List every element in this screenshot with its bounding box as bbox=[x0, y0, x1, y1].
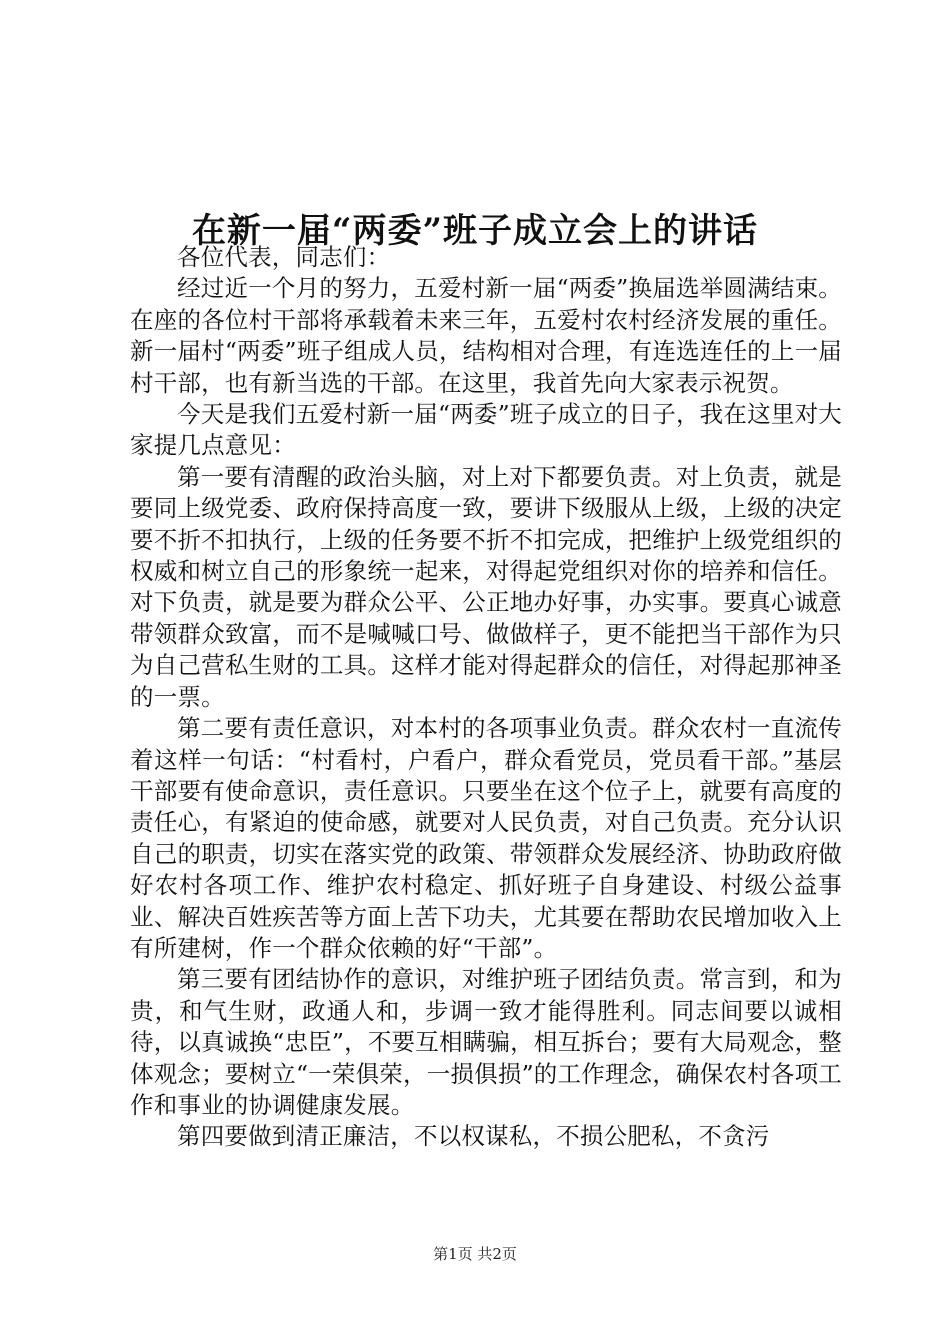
paragraph-greeting: 各位代表，同志们： bbox=[177, 243, 391, 271]
paragraph-point-3: 第三要有团结协作的意识，对维护班子团结负责。常言到，和为贵，和气生财，政通人和，步调一致才能得胜利。同志间要以诚相待，以真诚换“忠臣”，不要互相瞒骗，相互拆台；要有大局观念，整体观念；要树立“一荣俱荣，一损俱损”的工作理念，确保农村各项工作和事业的协调健康发展。 bbox=[130, 965, 842, 1119]
document-title: 在新一届“两委”班子成立会上的讲话 bbox=[191, 210, 759, 251]
paragraph-intro: 经过近一个月的努力，五爱村新一届“两委”换届选举圆满结束。在座的各位村干部将承载着未来三年，五爱村农村经济发展的重任。新一届村“两委”班子组成人员，结构相对合理，有连选连任的上一届村干部，也有新当选的干部。在这里，我首先向大家表示祝贺。 bbox=[130, 274, 842, 397]
document-body bbox=[130, 242, 842, 1153]
paragraph-point-2: 第二要有责任意识，对本村的各项事业负责。群众农村一直流传着这样一句话：“村看村，户看户，群众看党员，党员看干部。”基层干部要有使命意识，责任意识。只要坐在这个位子上，就要有高度的责任心，有紧迫的使命感，就要对人民负责，对自己负责。充分认识自己的职责，切实在落实党的政策、带领群众发展经济、协助政府做好农村各项工作、维护农村稳定、抓好班子自身建设、村级公益事业、解决百姓疾苦等方面上苦下功夫，尤其要在帮助农民增加收入上有所建树，作一个群众依赖的好“干部”。 bbox=[130, 714, 842, 962]
paragraph-opinions-lead: 今天是我们五爱村新一届“两委”班子成立的日子，我在这里对大家提几点意见： bbox=[130, 400, 842, 460]
paragraph-point-1: 第一要有清醒的政治头脑，对上对下都要负责。对上负责，就是要同上级党委、政府保持高度一致，要讲下级服从上级，上级的决定要不折不扣执行，上级的任务要不折不扣完成，把维护上级党组织的权威和树立自己的形象统一起来，对得起党组织对你的培养和信任。对下负责，就是要为群众公平、公正地办好事，办实事。要真心诚意带领群众致富，而不是喊喊口号、做做样子，更不能把当干部作为只为自己营私生财的工具。这样才能对得起群众的信任，对得起那神圣的一票。 bbox=[130, 462, 842, 711]
page-number-footer: 第1页 共2页 bbox=[433, 1245, 517, 1263]
paragraph-point-4: 第四要做到清正廉洁，不以权谋私，不损公肥私，不贪污 bbox=[177, 1122, 770, 1151]
